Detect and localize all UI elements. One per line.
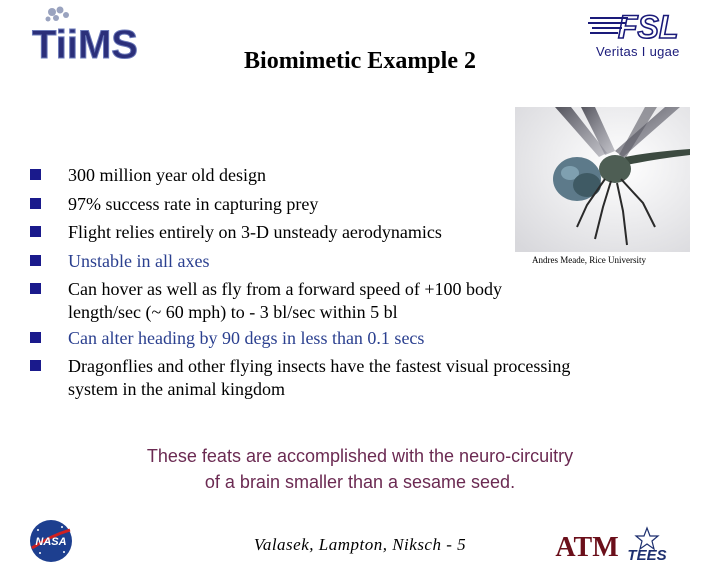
bullet-square-icon — [30, 198, 41, 209]
bullet-text-continued: system in the animal kingdom — [68, 378, 285, 399]
slide-title: Biomimetic Example 2 — [244, 48, 476, 74]
bullet-item — [30, 324, 650, 353]
bullet-text: Dragonflies and other flying insects have the fastest visual processing — [68, 356, 571, 376]
tamu-logo-text: ATM — [555, 532, 619, 563]
bullet-item — [30, 161, 650, 190]
bullet-square-icon — [30, 332, 41, 343]
footer-authors: Valasek, Lampton, Niksch - 5 — [253, 535, 467, 554]
bullet-item — [30, 352, 650, 401]
bullet-text: Can hover as well as fly from a forward speed of +100 body — [68, 279, 503, 299]
bullet-square-icon — [30, 283, 41, 294]
bullet-item — [30, 218, 650, 247]
bullet-square-icon — [30, 360, 41, 371]
bullet-list — [30, 161, 650, 401]
highlight-line-2: of a brain smaller than a sesame seed. — [204, 472, 516, 492]
nasa-logo-text: NASA — [35, 536, 67, 548]
highlight-line-1: These feats are accomplished with the neuro-circuitry — [146, 446, 574, 466]
bullet-text: Unstable in all axes — [68, 250, 210, 271]
bullet-text: Flight relies entirely on 3-D unsteady aerodynamics — [68, 222, 442, 242]
bullet-square-icon — [30, 255, 41, 266]
fsl-logo-text: FSL — [618, 9, 679, 45]
highlight-statement — [0, 443, 720, 495]
bullet-text: Can alter heading by 90 degs in less than 0.1 secs — [68, 327, 425, 348]
bullet-text-continued: length/sec (~ 60 mph) to - 3 bl/sec within 5 bl — [68, 301, 398, 322]
tees-logo-text: TEES — [627, 547, 667, 564]
tiims-logo-text: TiiMS — [32, 23, 138, 67]
bullet-item — [30, 247, 650, 276]
fsl-motto: Veritas I ugae — [596, 44, 680, 59]
bullet-square-icon — [30, 169, 41, 180]
bullet-item — [30, 275, 650, 324]
bullet-square-icon — [30, 226, 41, 237]
bullet-text: 97% success rate in capturing prey — [68, 193, 319, 214]
tees-logo — [622, 528, 672, 562]
texas-am-logo — [555, 526, 619, 563]
bullet-text: 300 million year old design — [68, 165, 266, 185]
image-credit: Andres Meade, Rice University — [532, 255, 646, 265]
bullet-item — [30, 190, 650, 219]
